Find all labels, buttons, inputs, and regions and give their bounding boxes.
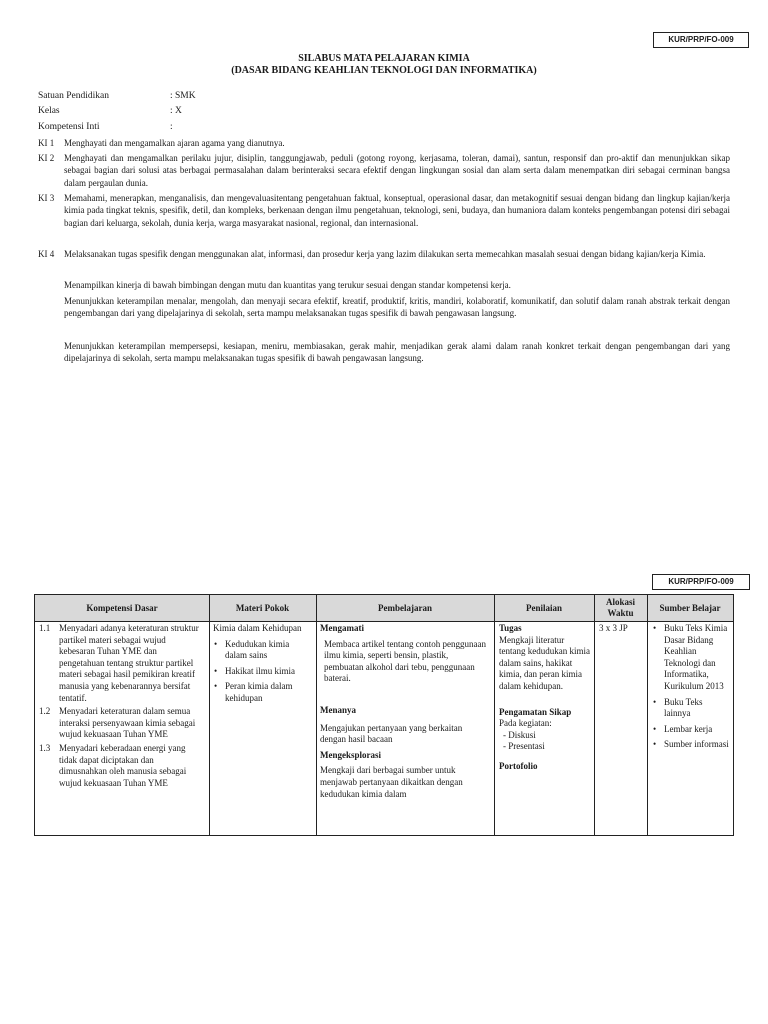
kd-item [39, 623, 203, 704]
header-pembelajaran: Pembelajaran [316, 595, 494, 622]
cell-pembelajaran [320, 623, 488, 800]
pembelajaran-text: Mengajukan pertanyaan yang berkaitan dengan hasil bacaan [320, 722, 463, 745]
column-divider [647, 595, 648, 835]
column-divider [316, 595, 317, 835]
column-divider [494, 595, 495, 835]
cell-penilaian [499, 623, 591, 773]
materi-item: • Peran kimia dalam kehidupan [213, 681, 311, 704]
cell-materi-pokok [213, 623, 311, 709]
kd-text: Menyadari adanya keteraturan struktur partikel materi sebagai wujud kebesaran Tuhan YME dan pengetahuan tentang struktur partikel materi sebagai hasil pemikiran kreatif manusia yang kebenarannya bersifat tentatif. [59, 623, 199, 703]
header-kompetensi-dasar: Kompetensi Dasar [35, 595, 209, 622]
materi-intro: Kimia dalam Kehidupan [213, 623, 302, 633]
ki-number: KI 4 [38, 249, 55, 259]
ki-3 [38, 192, 730, 229]
pembelajaran-heading-mengeksplorasi: Mengeksplorasi [320, 749, 382, 760]
sumber-item: • Buku Teks lainnya [652, 697, 730, 720]
sumber-item: • Lembar kerja [652, 724, 730, 736]
cell-sumber-belajar [652, 623, 730, 755]
ki-number: KI 3 [38, 193, 55, 203]
document-subtitle: (DASAR BIDANG KEAHLIAN TEKNOLOGI DAN INFORMATIKA) [231, 65, 537, 76]
ki-4 [38, 248, 730, 260]
header-sumber-belajar: Sumber Belajar [647, 595, 733, 622]
kd-number: 1.2 [39, 706, 51, 717]
penilaian-heading-sikap: Pengamatan Sikap [499, 706, 572, 717]
header-penilaian: Penilaian [494, 595, 594, 622]
kd-text: Menyadari keberadaan energi yang tidak dapat diciptakan dan dimusnahkan oleh manusia sebagai wujud kekuasaan Tuhan YME [59, 742, 187, 788]
form-code: KUR/PRP/FO-009 [652, 574, 750, 590]
cell-kompetensi-dasar [39, 623, 203, 791]
form-code: KUR/PRP/FO-009 [653, 32, 749, 48]
penilaian-heading-portofolio: Portofolio [499, 760, 538, 771]
info-label: Kompetensi Inti [38, 122, 100, 132]
ki-1 [38, 137, 730, 149]
materi-item: • Hakikat ilmu kimia [213, 666, 311, 678]
penilaian-sikap-intro: Pada kegiatan: [499, 718, 552, 729]
pembelajaran-text: Membaca artikel tentang contoh penggunaan ilmu kimia, seperti bensin, plastik, pembuatan alkohol dari tebu, penggunaan baterai. [324, 638, 486, 684]
kd-item [39, 706, 203, 741]
sumber-item: • Buku Teks Kimia Dasar Bidang Keahlian Teknologi dan Informatika, Kurikulum 2013 [652, 623, 730, 693]
document-title: SILABUS MATA PELAJARAN KIMIA [298, 53, 470, 64]
info-value: : SMK [170, 91, 196, 101]
materi-item: • Kedudukan kimia dalam sains [213, 639, 311, 662]
kd-number: 1.3 [39, 742, 51, 753]
kd-item [39, 743, 203, 789]
ki-text: Menghayati dan mengamalkan perilaku jujur, disiplin, tanggungjawab, peduli (gotong royong, kerjasama, toleran, damai), santun, responsif dan pro-aktif dan menunjukkan sikap sebagai bagian dari solusi atas berbagai permasalahan dalam berinteraksi secara efektif dengan lingkungan sosial dan alam serta dalam menempatkan diri sebagai cerminan bangsa dalam pergaulan dunia. [64, 153, 730, 188]
kd-text: Menyadari keteraturan dalam semua interaksi persenyawaan kimia sebagai wujud kekuasaan Tuhan YME [59, 706, 196, 740]
ki-number: KI 1 [38, 138, 55, 148]
kd-number: 1.1 [39, 623, 51, 633]
penilaian-sikap-item: - Presentasi [503, 741, 545, 752]
ki4-paragraph: Menampilkan kinerja di bawah bimbingan dengan mutu dan kuantitas yang terukur sesuai dengan standar kompetensi kerja. [64, 280, 511, 290]
penilaian-tugas-text: Mengkaji literatur tentang kedudukan kimia dalam sains, hakikat kimia, dan peran kimia dalam kehidupan. [499, 634, 590, 691]
ki4-paragraph: Menunjukkan keterampilan menalar, mengolah, dan menyaji secara efektif, kreatif, produktif, kritis, mandiri, kolaboratif, komunikatif, dan solutif dalam ranah abstrak terkait dengan pengembangan dari yang dipelajarinya di sekolah, serta mampu melaksanakan tugas spesifik di bawah pengawasan langsung. [64, 296, 730, 319]
penilaian-sikap-item: - Diskusi [503, 729, 536, 740]
ki-number: KI 2 [38, 153, 55, 163]
syllabus-table [34, 594, 734, 836]
info-value: : [170, 122, 173, 132]
header-materi-pokok: Materi Pokok [209, 595, 316, 622]
ki4-paragraph: Menunjukkan keterampilan mempersepsi, kesiapan, meniru, membiasakan, gerak mahir, menjadikan gerak alami dalam ranah konkret terkait dengan pengembangan dari yang dipelajarinya di sekolah, serta mampu melaksanakan tugas spesifik di bawah pengawasan langsung. [64, 341, 730, 364]
ki-text: Memahami, menerapkan, menganalisis, dan mengevaluasitentang pengetahuan faktual, konseptual, operasional dasar, dan metakognitif sesuai dengan bidang dan lingkup kajian/kerja kimia pada tingkat teknis, spesifik, detil, dan kompleks, berkenaan dengan ilmu pengetahuan, teknologi, seni, budaya, dan humaniora dalam konteks pengembangan potensi diri sebagai bagian dari keluarga, sekolah, dunia kerja, warga masyarakat nasional, regional, dan internasional. [64, 193, 730, 228]
info-value: : X [170, 106, 182, 116]
column-divider [209, 595, 210, 835]
penilaian-heading-tugas: Tugas [499, 623, 522, 633]
ki-2 [38, 152, 730, 189]
column-divider [594, 595, 595, 835]
header-alokasi-waktu: Alokasi Waktu [594, 595, 647, 622]
pembelajaran-heading-mengamati: Mengamati [320, 623, 364, 633]
cell-alokasi-waktu: 3 x 3 JP [599, 623, 628, 633]
info-label: Kelas [38, 106, 60, 116]
sumber-item: • Sumber informasi [652, 739, 730, 751]
ki-text: Menghayati dan mengamalkan ajaran agama yang dianutnya. [64, 138, 285, 148]
pembelajaran-heading-menanya: Menanya [320, 704, 356, 715]
info-label: Satuan Pendidikan [38, 91, 109, 101]
ki-text: Melaksanakan tugas spesifik dengan menggunakan alat, informasi, dan prosedur kerja yang lazim dilakukan serta memecahkan masalah sesuai dengan bidang kajian/kerja Kimia. [64, 249, 706, 259]
pembelajaran-text: Mengkaji dari berbagai sumber untuk menjawab pertanyaan dikaitkan dengan kedudukan kimia dalam [320, 765, 463, 799]
